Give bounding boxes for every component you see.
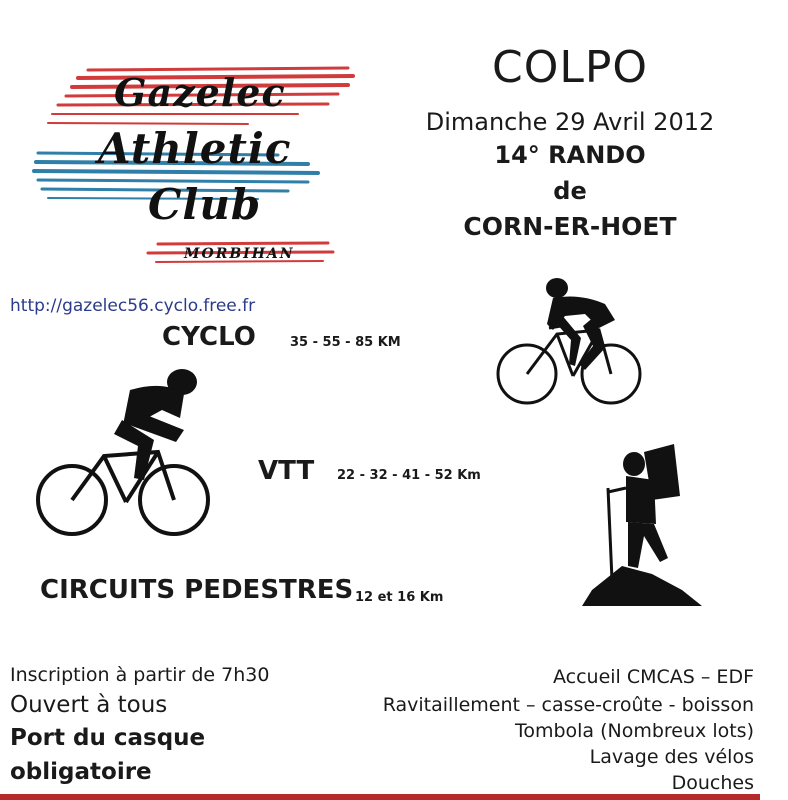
vtt-distances: 22 - 32 - 41 - 52 Km	[337, 468, 481, 483]
website-link[interactable]: http://gazelec56.cyclo.free.fr	[10, 296, 256, 316]
hiker-icon	[582, 440, 712, 610]
vtt-title: VTT	[258, 456, 315, 486]
helmet-notice-line-1: Port du casque	[10, 725, 206, 751]
event-place: CORN-ER-HOET	[463, 212, 677, 241]
open-to-all: Ouvert à tous	[10, 692, 168, 718]
logo-line-3: Club	[148, 180, 262, 229]
service-welcome: Accueil CMCAS – EDF	[552, 666, 754, 688]
service-showers: Douches	[671, 772, 754, 794]
registration-time: Inscription à partir de 7h30	[10, 664, 270, 686]
mountain-biker-icon	[34, 360, 214, 550]
service-refreshments: Ravitaillement – casse-croûte - boisson	[382, 694, 754, 716]
event-date: Dimanche 29 Avril 2012	[425, 108, 715, 136]
walk-distances: 12 et 16 Km	[355, 590, 444, 605]
cyclo-distances: 35 - 55 - 85 KM	[290, 335, 401, 350]
logo-line-2: Athletic	[98, 124, 292, 173]
town-title: COLPO	[491, 42, 649, 93]
event-connector: de	[553, 177, 587, 205]
service-bike-wash: Lavage des vélos	[589, 746, 754, 768]
road-cyclist-icon	[495, 268, 645, 408]
club-logo	[28, 58, 358, 288]
helmet-notice-line-2: obligatoire	[10, 759, 152, 785]
cyclo-title: CYCLO	[162, 322, 256, 352]
bottom-border	[0, 794, 760, 800]
walk-title: CIRCUITS PEDESTRES	[40, 575, 354, 605]
event-edition: 14° RANDO	[494, 141, 646, 169]
service-raffle: Tombola (Nombreux lots)	[514, 720, 754, 742]
logo-line-1: Gazelec	[114, 70, 286, 115]
logo-region: MORBIHAN	[184, 246, 295, 262]
